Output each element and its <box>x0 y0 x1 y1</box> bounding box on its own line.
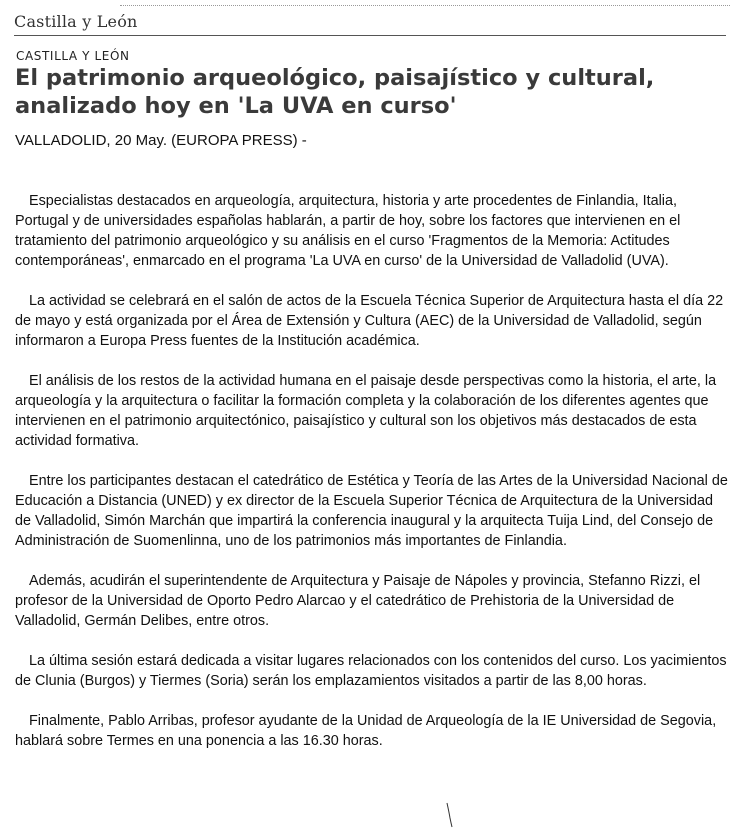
headline-line-2: analizado hoy en 'La UVA en curso' <box>15 93 457 119</box>
article-headline <box>15 64 730 120</box>
article-paragraph-1: Especialistas destacados en arqueología, arquitectura, historia y arte procedentes de Finlandia, Italia, Portugal y de universidades españolas hablarán, a partir de hoy, sobre los factores que intervienen en el tratamiento del patrimonio arqueológico y su análisis en el curso 'Fragmentos de la Memoria: Actitudes contemporáneas', enmarcado en el programa 'La UVA en curso' de la Universidad de Valladolid (UVA). <box>15 193 681 269</box>
article-paragraph-3: El análisis de los restos de la actividad humana en el paisaje desde perspectivas como la historia, el arte, la arqueología y la arquitectura o facilitar la formación completa y la colaboración de los diferentes agentes que intervienen en el patrimonio arquitectónico, paisajístico y cultural son los objetivos más destacados de esta actividad formativa. <box>15 373 717 449</box>
headline-line-1: El patrimonio arqueológico, paisajístico y cultural, <box>15 65 655 91</box>
section-title: Castilla y León <box>14 12 138 31</box>
article-dateline: VALLADOLID, 20 May. (EUROPA PRESS) - <box>15 132 307 149</box>
article-paragraph-2: La actividad se celebrará en el salón de actos de la Escuela Técnica Superior de Arquitectura hasta el día 22 de mayo y está organizada por el Área de Extensión y Cultura (AEC) de la Universidad de Valladolid, según informaron a Europa Press fuentes de la Institución académica. <box>15 293 724 349</box>
article-paragraph-5: Además, acudirán el superintendente de Arquitectura y Paisaje de Nápoles y provincia, Stefanno Rizzi, el profesor de la Universidad de Oporto Pedro Alarcao y el catedrático de Prehistoria de la Universidad de Valladolid, Germán Delibes, entre otros. <box>15 573 701 629</box>
pen-mark <box>445 802 455 828</box>
section-divider <box>14 35 726 36</box>
article-kicker: CASTILLA Y LEÓN <box>16 49 130 63</box>
top-dotted-rule <box>120 5 730 6</box>
article-body <box>15 191 731 771</box>
article-paragraph-6: La última sesión estará dedicada a visitar lugares relacionados con los contenidos del curso. Los yacimientos de Clunia (Burgos) y Tiermes (Soria) serán los emplazamientos visitados a partir de las 8,00 horas. <box>15 653 727 689</box>
article-paragraph-4: Entre los participantes destacan el catedrático de Estética y Teoría de las Artes de la Universidad Nacional de Educación a Distancia (UNED) y ex director de la Escuela Superior Técnica de Arquitectura de la Universidad de Valladolid, Simón Marchán que impartirá la conferencia inaugural y la arquitecta Tuija Lind, del Consejo de Administración de Suomenlinna, uno de los patrimonios más importantes de Finlandia. <box>15 473 728 549</box>
article-paragraph-7: Finalmente, Pablo Arribas, profesor ayudante de la Unidad de Arqueología de la IE Universidad de Segovia, hablará sobre Termes en una ponencia a las 16.30 horas. <box>15 713 717 749</box>
